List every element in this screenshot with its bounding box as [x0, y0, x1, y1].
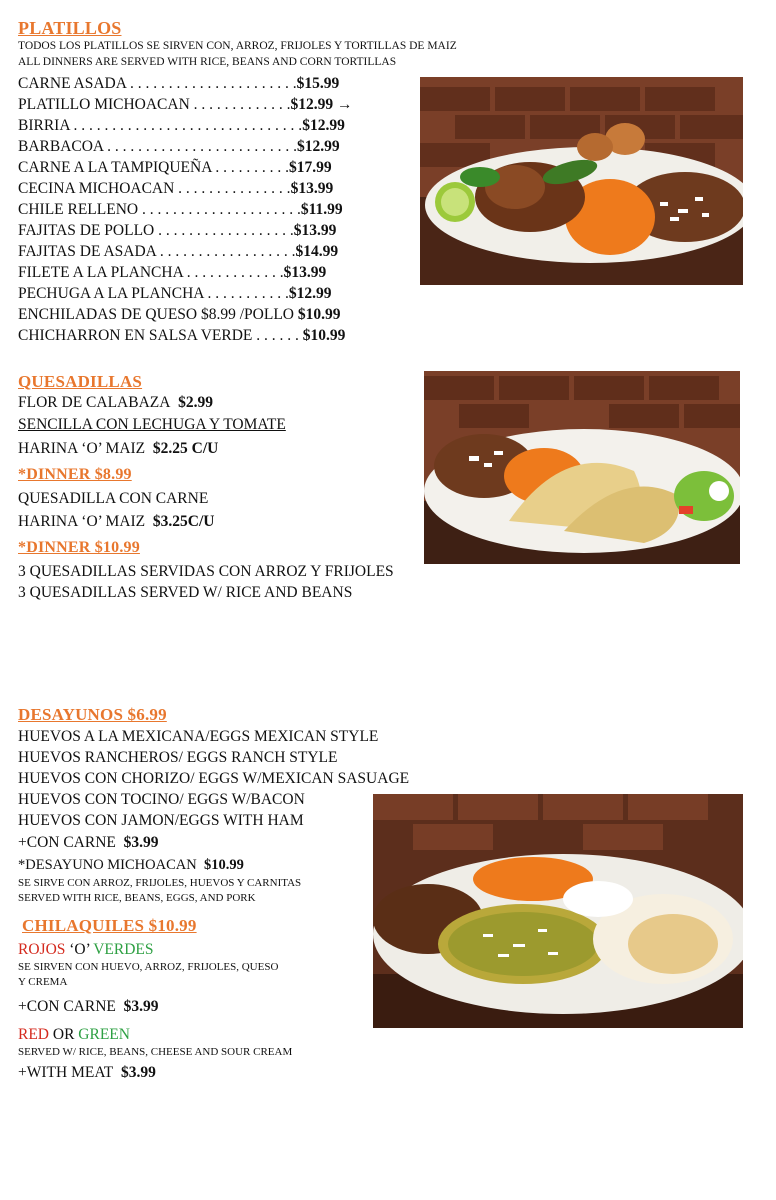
menu-item-price: $12.99 →: [290, 96, 353, 113]
item-price: $2.25 C/U: [152, 440, 219, 457]
menu-item-name: CHICHARRON EN SALSA VERDE . . . . . .: [18, 327, 299, 344]
menu-item-price: $13.99: [283, 264, 327, 281]
chilaquiles-photo: [373, 794, 743, 1028]
menu-item: HUEVOS CON CHORIZO/ EGGS W/MEXICAN SASUAGE: [18, 770, 410, 787]
quesadilla-con-carne: QUESADILLA CON CARNE: [18, 490, 209, 507]
menu-item: [18, 262, 353, 283]
menu-item-name: CARNE ASADA . . . . . . . . . . . . . . . . . . . . . .: [18, 75, 297, 92]
o-label: ‘O’: [65, 941, 94, 958]
desayunos-list: [18, 726, 409, 831]
desayuno-michoacan: [18, 855, 244, 876]
item-name: +CON CARNE: [18, 834, 116, 851]
item-name: FLOR DE CALABAZA: [18, 394, 171, 411]
chilaquiles-heading: CHILAQUILES $10.99: [22, 916, 197, 935]
item-name: HARINA ‘O’ MAIZ: [18, 513, 146, 530]
item-price: $2.99: [178, 394, 214, 411]
item-name: +WITH MEAT: [18, 1064, 114, 1081]
menu-item-name: BIRRIA . . . . . . . . . . . . . . . . . . . . . . . . . . . . . .: [18, 117, 303, 134]
menu-item-price: $12.99: [288, 285, 332, 302]
dinner-heading-1: *DINNER $8.99: [18, 466, 132, 483]
menu-item-name: CARNE A LA TAMPIQUEÑA . . . . . . . . . .: [18, 159, 290, 176]
item-name: *DESAYUNO MICHOACAN: [18, 857, 197, 873]
menu-item: HUEVOS RANCHEROS/ EGGS RANCH STYLE: [18, 749, 338, 766]
menu-item: [18, 94, 353, 115]
menu-item: HUEVOS CON JAMON/EGGS WITH HAM: [18, 812, 304, 829]
quesadilla-photo: [424, 371, 740, 564]
menu-item-name: FILETE A LA PLANCHA . . . . . . . . . . . . .: [18, 264, 284, 281]
menu-item-price: $14.99: [295, 243, 339, 260]
platillo-photo: [420, 77, 743, 285]
menu-item: [18, 178, 353, 199]
menu-item: [18, 325, 353, 346]
menu-item-name: CHILE RELLENO . . . . . . . . . . . . . . . . . . . . .: [18, 201, 301, 218]
quesadillas-heading: QUESADILLAS: [18, 372, 143, 391]
red-label: RED: [18, 1026, 49, 1043]
harina-maiz-1: [18, 438, 218, 459]
menu-item-name: CECINA MICHOACAN . . . . . . . . . . . . . . .: [18, 180, 291, 197]
menu-item: [18, 241, 353, 262]
desayunos-heading: DESAYUNOS $6.99: [18, 705, 167, 724]
menu-item-price: $12.99: [297, 138, 340, 155]
sencilla-line: SENCILLA CON LECHUGA Y TOMATE: [18, 416, 286, 433]
item-price: $3.25C/U: [152, 513, 215, 530]
menu-item-price: $11.99: [300, 201, 343, 218]
menu-item-price: $10.99: [297, 306, 341, 323]
rojos-label: ROJOS: [18, 941, 66, 958]
menu-item-price: $10.99: [302, 327, 346, 344]
menu-item: [18, 304, 353, 325]
menu-item: [18, 73, 353, 94]
menu-item: [18, 136, 353, 157]
michoacan-desc-en: SERVED WITH RICE, BEANS, EGGS, AND PORK: [18, 892, 256, 904]
item-name: +CON CARNE: [18, 998, 116, 1015]
menu-item-name: FAJITAS DE POLLO . . . . . . . . . . . . . . . . . .: [18, 222, 294, 239]
item-price: $3.99: [123, 998, 159, 1015]
menu-item-name: PLATILLO MICHOACAN . . . . . . . . . . . . .: [18, 96, 291, 113]
platillos-note-es: TODOS LOS PLATILLOS SE SIRVEN CON, ARROZ, FRIJOLES Y TORTILLAS DE MAIZ: [18, 40, 457, 52]
chilaquiles-con-carne: [18, 996, 159, 1017]
item-price: $3.99: [121, 1064, 156, 1081]
menu-item: [18, 283, 353, 304]
chilaquiles-desc-en: SERVED W/ RICE, BEANS, CHEESE AND SOUR CREAM: [18, 1046, 293, 1058]
menu-item-price: $15.99: [296, 75, 340, 92]
menu-item-name: BARBACOA . . . . . . . . . . . . . . . . . . . . . . . . .: [18, 138, 298, 155]
menu-item-price: $12.99: [302, 117, 345, 134]
dinner-heading-2: *DINNER $10.99: [18, 539, 140, 556]
verdes-label: VERDES: [93, 941, 154, 958]
platillos-note-en: ALL DINNERS ARE SERVED WITH RICE, BEANS AND CORN TORTILLAS: [18, 56, 397, 68]
or-label: OR: [49, 1026, 79, 1043]
item-price: $3.99: [123, 834, 159, 851]
menu-item-name: PECHUGA A LA PLANCHA . . . . . . . . . . .: [18, 285, 289, 302]
menu-item-price: $13.99: [293, 222, 337, 239]
platillos-heading: PLATILLOS: [18, 18, 122, 38]
flor-de-calabaza: [18, 392, 213, 413]
menu-item: HUEVOS CON TOCINO/ EGGS W/BACON: [18, 791, 305, 808]
three-quesadillas-en: 3 QUESADILLAS SERVED W/ RICE AND BEANS: [18, 584, 353, 601]
chilaquiles-with-meat: [18, 1062, 156, 1083]
menu-item-price: $17.99: [289, 159, 332, 176]
item-price: $10.99: [203, 857, 244, 873]
michoacan-desc-es: SE SIRVE CON ARROZ, FRIJOLES, HUEVOS Y CARNITAS: [18, 877, 302, 889]
platillos-list: [18, 73, 353, 346]
rojos-o-verdes: [18, 939, 154, 960]
three-quesadillas-es: 3 QUESADILLAS SERVIDAS CON ARROZ Y FRIJOLES: [18, 563, 394, 580]
item-name: HARINA ‘O’ MAIZ: [18, 440, 146, 457]
chilaquiles-desc-es-1: SE SIRVEN CON HUEVO, ARROZ, FRIJOLES, QUESO: [18, 961, 279, 973]
menu-item: [18, 157, 353, 178]
menu-item: HUEVOS A LA MEXICANA/EGGS MEXICAN STYLE: [18, 728, 379, 745]
menu-item-name: ENCHILADAS DE QUESO $8.99 /POLLO: [18, 306, 294, 323]
red-or-green: [18, 1024, 130, 1045]
green-label: GREEN: [78, 1026, 130, 1043]
menu-item-price: $13.99: [290, 180, 334, 197]
harina-maiz-2: [18, 511, 214, 532]
chilaquiles-desc-es-2: Y CREMA: [18, 976, 68, 988]
menu-item-name: FAJITAS DE ASADA . . . . . . . . . . . . . . . . . .: [18, 243, 296, 260]
menu-item: [18, 220, 353, 241]
desayuno-con-carne: [18, 832, 159, 853]
menu-item: [18, 199, 353, 220]
menu-item: [18, 115, 353, 136]
